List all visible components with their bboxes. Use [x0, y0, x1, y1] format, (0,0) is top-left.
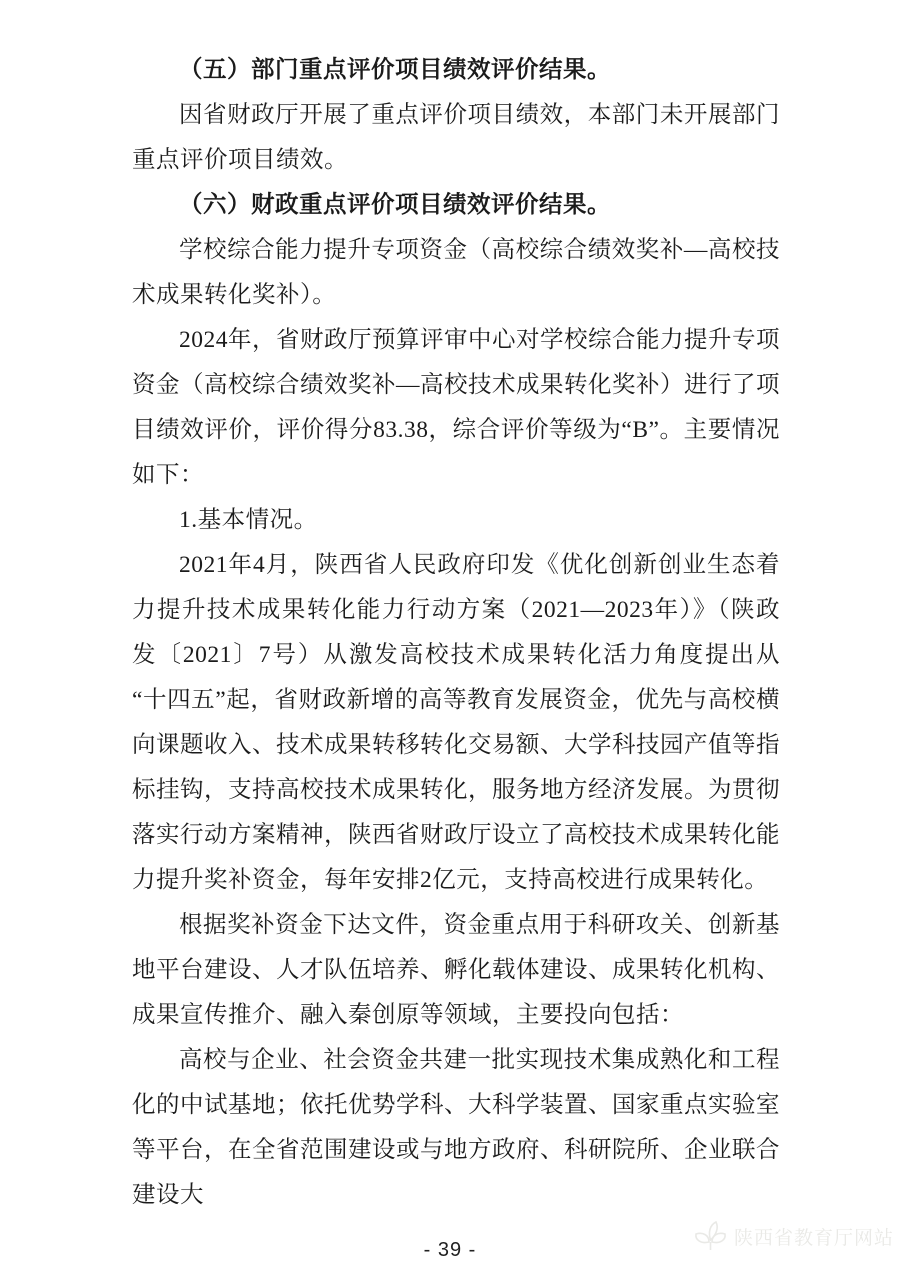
paragraph: 因省财政厅开展了重点评价项目绩效，本部门未开展部门重点评价项目绩效。: [132, 102, 780, 173]
paragraph: 2024年，省财政厅预算评审中心对学校综合能力提升专项资金（高校综合绩效奖补—高校技术成果转化奖补）进行了项目绩效评价，评价得分83.38，综合评价等级为“B”。主要情况如下：: [132, 327, 780, 488]
watermark-text: 陕西省教育厅网站: [733, 1227, 894, 1249]
page-number: - 39 -: [423, 1239, 477, 1261]
leaf-logo-icon: [691, 1216, 731, 1256]
paragraph: 根据奖补资金下达文件，资金重点用于科研攻关、创新基地平台建设、人才队伍培养、孵化载体建设、成果转化机构、成果宣传推介、融入秦创原等领域，主要投向包括：: [132, 912, 780, 1028]
heading-section-5: （五）部门重点评价项目绩效评价结果。: [179, 57, 611, 83]
document-body: [132, 48, 780, 1218]
paragraph: 2021年4月，陕西省人民政府印发《优化创新创业生态着力提升技术成果转化能力行动方案（2021—2023年）》（陕政发〔2021〕7号）从激发高校技术成果转化活力角度提出从“十四五”起，省财政新增的高等教育发展资金，优先与高校横向课题收入、技术成果转移转化交易额、大学科技园产值等指标挂钩，支持高校技术成果转化，服务地方经济发展。为贯彻落实行动方案精神，陕西省财政厅设立了高校技术成果转化能力提升奖补资金，每年安排2亿元，支持高校进行成果转化。: [132, 552, 780, 893]
subheading-basic-info: 1.基本情况。: [179, 507, 318, 533]
paragraph: 高校与企业、社会资金共建一批实现技术集成熟化和工程化的中试基地；依托优势学科、大科学装置、国家重点实验室等平台，在全省范围建设或与地方政府、科研院所、企业联合建设大: [132, 1047, 780, 1208]
paragraph: 学校综合能力提升专项资金（高校综合绩效奖补—高校技术成果转化奖补）。: [132, 237, 780, 308]
heading-section-6: （六）财政重点评价项目绩效评价结果。: [179, 192, 611, 218]
site-watermark: [691, 1216, 894, 1256]
